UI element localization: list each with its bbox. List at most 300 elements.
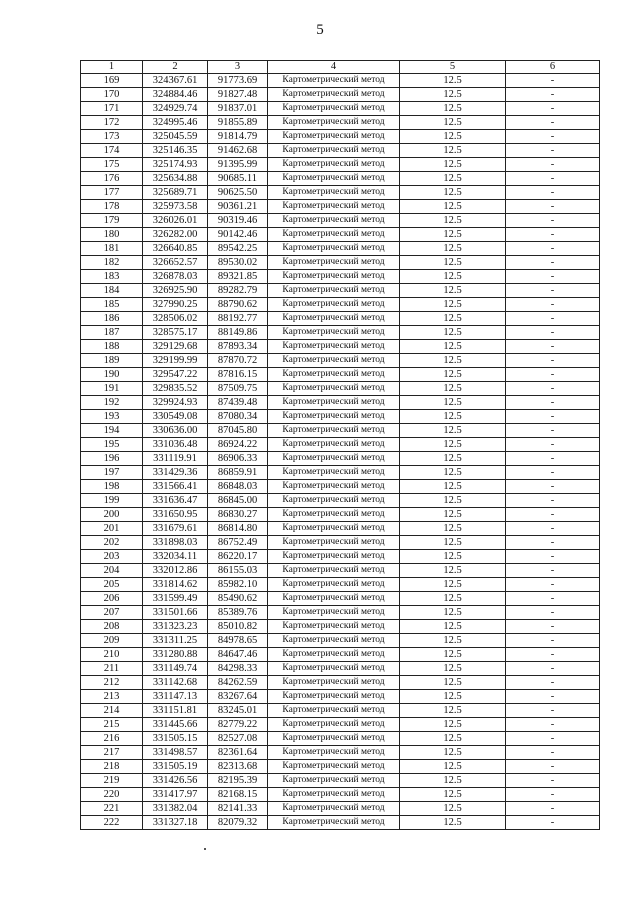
coordinate-x: 331119.91 (143, 452, 208, 466)
accuracy-value: 12.5 (400, 382, 506, 396)
determination-method: Картометрический метод (268, 592, 400, 606)
description: - (506, 200, 600, 214)
accuracy-value: 12.5 (400, 452, 506, 466)
determination-method: Картометрический метод (268, 214, 400, 228)
point-number: 172 (81, 116, 143, 130)
accuracy-value: 12.5 (400, 102, 506, 116)
description: - (506, 340, 600, 354)
description: - (506, 648, 600, 662)
point-number: 195 (81, 438, 143, 452)
table-row (81, 340, 600, 354)
point-number: 197 (81, 466, 143, 480)
description: - (506, 354, 600, 368)
table-row (81, 648, 600, 662)
coordinate-x: 325174.93 (143, 158, 208, 172)
point-number: 205 (81, 578, 143, 592)
column-header: 2 (143, 61, 208, 74)
determination-method: Картометрический метод (268, 536, 400, 550)
determination-method: Картометрический метод (268, 242, 400, 256)
accuracy-value: 12.5 (400, 438, 506, 452)
determination-method: Картометрический метод (268, 816, 400, 830)
coordinate-x: 324929.74 (143, 102, 208, 116)
determination-method: Картометрический метод (268, 130, 400, 144)
coordinate-x: 331142.68 (143, 676, 208, 690)
description: - (506, 298, 600, 312)
description: - (506, 284, 600, 298)
description: - (506, 536, 600, 550)
description: - (506, 144, 600, 158)
description: - (506, 382, 600, 396)
determination-method: Картометрический метод (268, 354, 400, 368)
description: - (506, 620, 600, 634)
table-row (81, 760, 600, 774)
table-row (81, 508, 600, 522)
point-number: 189 (81, 354, 143, 368)
accuracy-value: 12.5 (400, 480, 506, 494)
description: - (506, 606, 600, 620)
point-number: 180 (81, 228, 143, 242)
table-row (81, 116, 600, 130)
coordinate-y: 82361.64 (208, 746, 268, 760)
description: - (506, 102, 600, 116)
accuracy-value: 12.5 (400, 676, 506, 690)
coordinate-y: 87045.80 (208, 424, 268, 438)
determination-method: Картометрический метод (268, 74, 400, 88)
table-row (81, 522, 600, 536)
accuracy-value: 12.5 (400, 662, 506, 676)
point-number: 198 (81, 480, 143, 494)
table-row (81, 186, 600, 200)
point-number: 193 (81, 410, 143, 424)
determination-method: Картометрический метод (268, 620, 400, 634)
determination-method: Картометрический метод (268, 774, 400, 788)
accuracy-value: 12.5 (400, 368, 506, 382)
determination-method: Картометрический метод (268, 634, 400, 648)
coordinate-y: 86848.03 (208, 480, 268, 494)
coordinate-y: 82313.68 (208, 760, 268, 774)
coordinate-y: 91462.68 (208, 144, 268, 158)
table-row (81, 620, 600, 634)
coordinate-y: 86752.49 (208, 536, 268, 550)
determination-method: Картометрический метод (268, 676, 400, 690)
determination-method: Картометрический метод (268, 522, 400, 536)
coordinate-y: 82195.39 (208, 774, 268, 788)
accuracy-value: 12.5 (400, 172, 506, 186)
point-number: 181 (81, 242, 143, 256)
description: - (506, 242, 600, 256)
table-row (81, 214, 600, 228)
description: - (506, 270, 600, 284)
accuracy-value: 12.5 (400, 606, 506, 620)
determination-method: Картометрический метод (268, 284, 400, 298)
point-number: 216 (81, 732, 143, 746)
coordinate-y: 84298.33 (208, 662, 268, 676)
point-number: 190 (81, 368, 143, 382)
point-number: 187 (81, 326, 143, 340)
coordinate-y: 82168.15 (208, 788, 268, 802)
coordinate-x: 326652.57 (143, 256, 208, 270)
accuracy-value: 12.5 (400, 634, 506, 648)
coordinate-x: 331151.81 (143, 704, 208, 718)
point-number: 171 (81, 102, 143, 116)
point-number: 186 (81, 312, 143, 326)
table-row (81, 662, 600, 676)
coordinate-y: 91827.48 (208, 88, 268, 102)
coordinate-x: 331599.49 (143, 592, 208, 606)
column-header: 5 (400, 61, 506, 74)
coordinate-x: 325146.35 (143, 144, 208, 158)
description: - (506, 424, 600, 438)
coordinate-x: 332034.11 (143, 550, 208, 564)
coordinate-x: 331898.03 (143, 536, 208, 550)
determination-method: Картометрический метод (268, 480, 400, 494)
table-row (81, 592, 600, 606)
point-number: 218 (81, 760, 143, 774)
determination-method: Картометрический метод (268, 564, 400, 578)
determination-method: Картометрический метод (268, 494, 400, 508)
coordinate-x: 331505.15 (143, 732, 208, 746)
description: - (506, 746, 600, 760)
point-number: 201 (81, 522, 143, 536)
determination-method: Картометрический метод (268, 802, 400, 816)
table-row (81, 704, 600, 718)
determination-method: Картометрический метод (268, 340, 400, 354)
coordinate-x: 324367.61 (143, 74, 208, 88)
description: - (506, 172, 600, 186)
point-number: 184 (81, 284, 143, 298)
point-number: 214 (81, 704, 143, 718)
description: - (506, 550, 600, 564)
coordinate-y: 88149.86 (208, 326, 268, 340)
coordinate-x: 331650.95 (143, 508, 208, 522)
coordinate-x: 329199.99 (143, 354, 208, 368)
accuracy-value: 12.5 (400, 340, 506, 354)
table-header-row (81, 61, 600, 74)
description: - (506, 312, 600, 326)
coordinate-x: 331382.04 (143, 802, 208, 816)
point-number: 188 (81, 340, 143, 354)
coordinate-y: 89530.02 (208, 256, 268, 270)
determination-method: Картометрический метод (268, 200, 400, 214)
determination-method: Картометрический метод (268, 116, 400, 130)
accuracy-value: 12.5 (400, 186, 506, 200)
determination-method: Картометрический метод (268, 186, 400, 200)
coordinate-y: 86906.33 (208, 452, 268, 466)
point-number: 204 (81, 564, 143, 578)
table-row (81, 746, 600, 760)
coordinate-y: 86859.91 (208, 466, 268, 480)
description: - (506, 480, 600, 494)
determination-method: Картометрический метод (268, 158, 400, 172)
coordinate-y: 91814.79 (208, 130, 268, 144)
coordinate-x: 325689.71 (143, 186, 208, 200)
coordinate-y: 87509.75 (208, 382, 268, 396)
table-row (81, 676, 600, 690)
determination-method: Картометрический метод (268, 396, 400, 410)
table-row (81, 256, 600, 270)
accuracy-value: 12.5 (400, 620, 506, 634)
column-header: 1 (81, 61, 143, 74)
coordinate-y: 86814.80 (208, 522, 268, 536)
coordinate-y: 88790.62 (208, 298, 268, 312)
coordinate-y: 86845.00 (208, 494, 268, 508)
accuracy-value: 12.5 (400, 732, 506, 746)
accuracy-value: 12.5 (400, 88, 506, 102)
determination-method: Картометрический метод (268, 172, 400, 186)
table-row (81, 438, 600, 452)
coordinate-y: 91855.89 (208, 116, 268, 130)
column-header: 4 (268, 61, 400, 74)
determination-method: Картометрический метод (268, 410, 400, 424)
description: - (506, 718, 600, 732)
coordinate-x: 331429.36 (143, 466, 208, 480)
point-number: 174 (81, 144, 143, 158)
table-row (81, 130, 600, 144)
description: - (506, 88, 600, 102)
coordinate-x: 329547.22 (143, 368, 208, 382)
description: - (506, 592, 600, 606)
description: - (506, 494, 600, 508)
coordinate-x: 330636.00 (143, 424, 208, 438)
table-row (81, 774, 600, 788)
coordinate-x: 324884.46 (143, 88, 208, 102)
coordinate-x: 331814.62 (143, 578, 208, 592)
table-row (81, 690, 600, 704)
description: - (506, 116, 600, 130)
coordinate-y: 88192.77 (208, 312, 268, 326)
point-number: 185 (81, 298, 143, 312)
description: - (506, 326, 600, 340)
description: - (506, 760, 600, 774)
point-number: 217 (81, 746, 143, 760)
coordinate-x: 328506.02 (143, 312, 208, 326)
table-row (81, 424, 600, 438)
coordinate-x: 331445.66 (143, 718, 208, 732)
accuracy-value: 12.5 (400, 648, 506, 662)
point-number: 202 (81, 536, 143, 550)
scan-speck (204, 848, 206, 850)
description: - (506, 256, 600, 270)
coordinate-x: 326925.90 (143, 284, 208, 298)
accuracy-value: 12.5 (400, 690, 506, 704)
coordinate-x: 331323.23 (143, 620, 208, 634)
table-row (81, 326, 600, 340)
accuracy-value: 12.5 (400, 578, 506, 592)
coordinate-x: 331505.19 (143, 760, 208, 774)
determination-method: Картометрический метод (268, 88, 400, 102)
point-number: 219 (81, 774, 143, 788)
accuracy-value: 12.5 (400, 718, 506, 732)
determination-method: Картометрический метод (268, 704, 400, 718)
accuracy-value: 12.5 (400, 816, 506, 830)
point-number: 182 (81, 256, 143, 270)
coordinate-y: 87080.34 (208, 410, 268, 424)
accuracy-value: 12.5 (400, 312, 506, 326)
coordinate-x: 331036.48 (143, 438, 208, 452)
coordinate-x: 324995.46 (143, 116, 208, 130)
coordinates-table (80, 60, 600, 830)
coordinate-y: 90625.50 (208, 186, 268, 200)
coordinate-y: 82141.33 (208, 802, 268, 816)
coordinate-y: 82079.32 (208, 816, 268, 830)
determination-method: Картометрический метод (268, 256, 400, 270)
coordinate-x: 331327.18 (143, 816, 208, 830)
coordinate-y: 89282.79 (208, 284, 268, 298)
point-number: 221 (81, 802, 143, 816)
determination-method: Картометрический метод (268, 312, 400, 326)
accuracy-value: 12.5 (400, 256, 506, 270)
table-row (81, 788, 600, 802)
table-row (81, 578, 600, 592)
table-row (81, 354, 600, 368)
description: - (506, 186, 600, 200)
determination-method: Картометрический метод (268, 746, 400, 760)
accuracy-value: 12.5 (400, 746, 506, 760)
coordinate-x: 326282.00 (143, 228, 208, 242)
coordinate-y: 85490.62 (208, 592, 268, 606)
coordinate-x: 328575.17 (143, 326, 208, 340)
description: - (506, 522, 600, 536)
determination-method: Картометрический метод (268, 102, 400, 116)
accuracy-value: 12.5 (400, 354, 506, 368)
table-row (81, 410, 600, 424)
accuracy-value: 12.5 (400, 536, 506, 550)
coordinate-x: 331147.13 (143, 690, 208, 704)
coordinate-y: 91395.99 (208, 158, 268, 172)
accuracy-value: 12.5 (400, 410, 506, 424)
determination-method: Картометрический метод (268, 760, 400, 774)
description: - (506, 466, 600, 480)
coordinate-y: 86924.22 (208, 438, 268, 452)
table-row (81, 452, 600, 466)
accuracy-value: 12.5 (400, 74, 506, 88)
accuracy-value: 12.5 (400, 760, 506, 774)
coordinate-y: 85010.82 (208, 620, 268, 634)
point-number: 208 (81, 620, 143, 634)
coordinate-y: 86220.17 (208, 550, 268, 564)
determination-method: Картометрический метод (268, 788, 400, 802)
accuracy-value: 12.5 (400, 788, 506, 802)
determination-method: Картометрический метод (268, 578, 400, 592)
point-number: 207 (81, 606, 143, 620)
point-number: 209 (81, 634, 143, 648)
accuracy-value: 12.5 (400, 214, 506, 228)
description: - (506, 578, 600, 592)
accuracy-value: 12.5 (400, 522, 506, 536)
accuracy-value: 12.5 (400, 270, 506, 284)
table-row (81, 564, 600, 578)
point-number: 199 (81, 494, 143, 508)
point-number: 194 (81, 424, 143, 438)
coordinate-y: 91837.01 (208, 102, 268, 116)
description: - (506, 662, 600, 676)
description: - (506, 410, 600, 424)
accuracy-value: 12.5 (400, 802, 506, 816)
coordinate-y: 85389.76 (208, 606, 268, 620)
determination-method: Картометрический метод (268, 606, 400, 620)
coordinate-x: 331636.47 (143, 494, 208, 508)
accuracy-value: 12.5 (400, 424, 506, 438)
accuracy-value: 12.5 (400, 298, 506, 312)
table-row (81, 466, 600, 480)
description: - (506, 564, 600, 578)
determination-method: Картометрический метод (268, 382, 400, 396)
point-number: 170 (81, 88, 143, 102)
accuracy-value: 12.5 (400, 200, 506, 214)
point-number: 175 (81, 158, 143, 172)
table-row (81, 228, 600, 242)
description: - (506, 788, 600, 802)
point-number: 192 (81, 396, 143, 410)
table-row (81, 74, 600, 88)
coordinate-y: 87816.15 (208, 368, 268, 382)
table-row (81, 270, 600, 284)
table-row (81, 144, 600, 158)
coordinate-y: 91773.69 (208, 74, 268, 88)
point-number: 211 (81, 662, 143, 676)
coordinate-x: 325634.88 (143, 172, 208, 186)
coordinate-x: 331426.56 (143, 774, 208, 788)
point-number: 179 (81, 214, 143, 228)
determination-method: Картометрический метод (268, 452, 400, 466)
description: - (506, 214, 600, 228)
point-number: 173 (81, 130, 143, 144)
coordinate-x: 330549.08 (143, 410, 208, 424)
description: - (506, 690, 600, 704)
table-row (81, 382, 600, 396)
page-number: 5 (316, 22, 324, 38)
determination-method: Картометрический метод (268, 298, 400, 312)
point-number: 203 (81, 550, 143, 564)
description: - (506, 438, 600, 452)
table-row (81, 606, 600, 620)
determination-method: Картометрический метод (268, 438, 400, 452)
determination-method: Картометрический метод (268, 466, 400, 480)
coordinate-x: 331149.74 (143, 662, 208, 676)
description: - (506, 816, 600, 830)
table-row (81, 200, 600, 214)
determination-method: Картометрический метод (268, 326, 400, 340)
description: - (506, 774, 600, 788)
table-row (81, 172, 600, 186)
accuracy-value: 12.5 (400, 704, 506, 718)
coordinate-x: 325973.58 (143, 200, 208, 214)
determination-method: Картометрический метод (268, 368, 400, 382)
determination-method: Картометрический метод (268, 144, 400, 158)
table-row (81, 298, 600, 312)
determination-method: Картометрический метод (268, 550, 400, 564)
determination-method: Картометрический метод (268, 508, 400, 522)
determination-method: Картометрический метод (268, 690, 400, 704)
coordinate-y: 87870.72 (208, 354, 268, 368)
coordinate-y: 87893.34 (208, 340, 268, 354)
table-row (81, 396, 600, 410)
determination-method: Картометрический метод (268, 648, 400, 662)
table-row (81, 88, 600, 102)
table-row (81, 802, 600, 816)
point-number: 169 (81, 74, 143, 88)
accuracy-value: 12.5 (400, 774, 506, 788)
table-row (81, 718, 600, 732)
accuracy-value: 12.5 (400, 228, 506, 242)
accuracy-value: 12.5 (400, 494, 506, 508)
determination-method: Картометрический метод (268, 732, 400, 746)
point-number: 210 (81, 648, 143, 662)
description: - (506, 704, 600, 718)
accuracy-value: 12.5 (400, 592, 506, 606)
description: - (506, 676, 600, 690)
table-row (81, 494, 600, 508)
